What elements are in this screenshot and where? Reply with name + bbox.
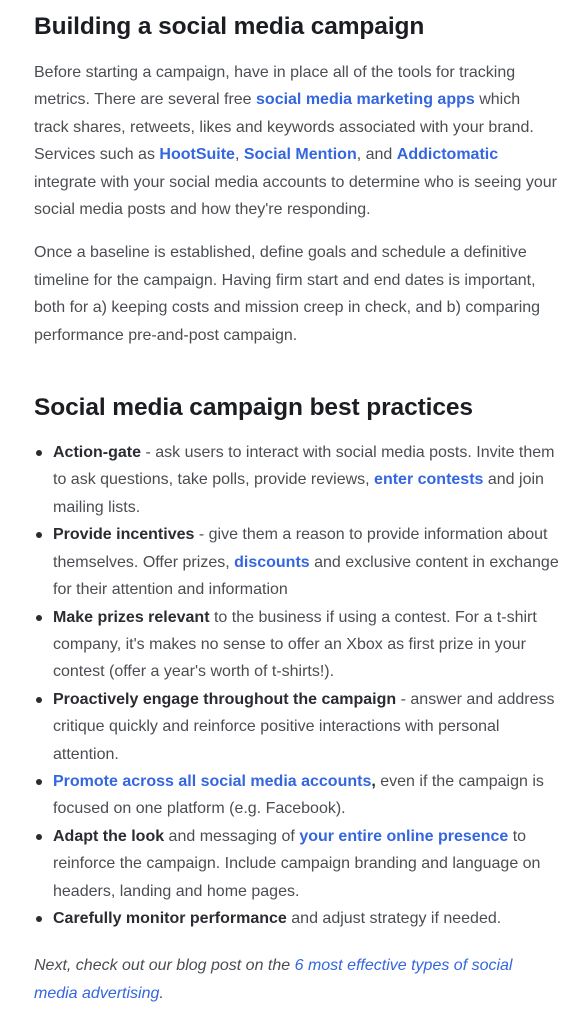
best-practices-list xyxy=(34,439,559,932)
bullet-icon xyxy=(36,916,42,922)
intro-paragraph xyxy=(34,59,559,223)
bullet-icon xyxy=(36,532,42,538)
bullet-icon xyxy=(36,450,42,456)
bullet-icon xyxy=(36,779,42,785)
link-addictomatic[interactable]: Addictomatic xyxy=(396,146,499,164)
item-bold-text: Carefully monitor performance xyxy=(53,909,287,927)
item-text: - ask users to interact with social media posts. Invite them to ask questions, take polls, provide reviews, xyxy=(53,444,555,489)
paragraph-text: , and xyxy=(356,146,397,164)
link-entire-online-presence[interactable]: your entire online presence xyxy=(299,827,509,845)
list-item xyxy=(34,604,559,686)
link-hootsuite[interactable]: HootSuite xyxy=(159,146,235,164)
item-bold-text: , xyxy=(371,772,376,790)
item-text: and join mailing lists. xyxy=(53,471,544,516)
link-effective-social-media-advertising[interactable]: 6 most effective types of social media advertising xyxy=(34,957,513,1002)
bullet-icon xyxy=(36,697,42,703)
item-bold-text: Make prizes relevant xyxy=(53,608,210,626)
item-text: and messaging of xyxy=(164,827,300,845)
closing-paragraph xyxy=(34,952,559,1007)
link-discounts[interactable]: discounts xyxy=(234,553,310,571)
list-item xyxy=(34,686,559,768)
link-promote-across-accounts[interactable]: Promote across all social media accounts xyxy=(53,772,372,790)
list-item xyxy=(34,521,559,603)
paragraph-text: integrate with your social media accounts to determine who is seeing your social media posts and how they're responding. xyxy=(34,173,557,219)
item-text: and exclusive content in exchange for their attention and information xyxy=(53,553,559,599)
paragraph-text: which track shares, retweets, likes and keywords associated with your brand. Services such as xyxy=(34,91,534,164)
bullet-icon xyxy=(36,615,42,621)
baseline-paragraph: Once a baseline is established, define goals and schedule a definitive timeline for the campaign. Having firm start and end dates is important, both for a) keeping costs and mission creep in check, and b) comparing performance pre-and-post campaign. xyxy=(34,244,541,344)
list-item xyxy=(34,439,559,521)
bullet-icon xyxy=(36,834,42,840)
link-enter-contests[interactable]: enter contests xyxy=(374,471,484,489)
item-bold-text: Action-gate xyxy=(53,444,141,462)
closing-text: Next, check out our blog post on the xyxy=(34,957,295,975)
item-bold-text: Provide incentives xyxy=(53,526,195,544)
item-bold-text: Proactively engage throughout the campaign xyxy=(53,690,397,708)
closing-text: . xyxy=(159,984,164,1002)
section-heading-building-campaign: Building a social media campaign xyxy=(34,13,425,40)
link-social-mention[interactable]: Social Mention xyxy=(243,146,357,164)
item-text: even if the campaign is focused on one platform (e.g. Facebook). xyxy=(53,772,544,818)
item-text: to the business if using a contest. For a t-shirt company, it's makes no sense to offer an Xbox as first prize in your contest (offer a year's worth of t-shirts!). xyxy=(53,608,537,681)
item-text: to reinforce the campaign. Include campaign branding and language on headers, landing and home pages. xyxy=(53,827,541,900)
item-text: - give them a reason to provide information about themselves. Offer prizes, xyxy=(53,526,548,571)
list-item xyxy=(34,768,559,823)
paragraph-text: , xyxy=(234,146,244,164)
item-text: and adjust strategy if needed. xyxy=(286,909,502,927)
item-text: - answer and address critique quickly and reinforce positive interactions with personal attention. xyxy=(53,690,555,763)
section-heading-best-practices: Social media campaign best practices xyxy=(34,394,473,422)
link-social-media-marketing-apps[interactable]: social media marketing apps xyxy=(256,91,475,109)
list-item xyxy=(34,905,559,932)
paragraph-text: Before starting a campaign, have in place all of the tools for tracking metrics. There are several free xyxy=(34,64,516,109)
item-bold-text: Adapt the look xyxy=(53,827,165,845)
list-item xyxy=(34,823,559,905)
